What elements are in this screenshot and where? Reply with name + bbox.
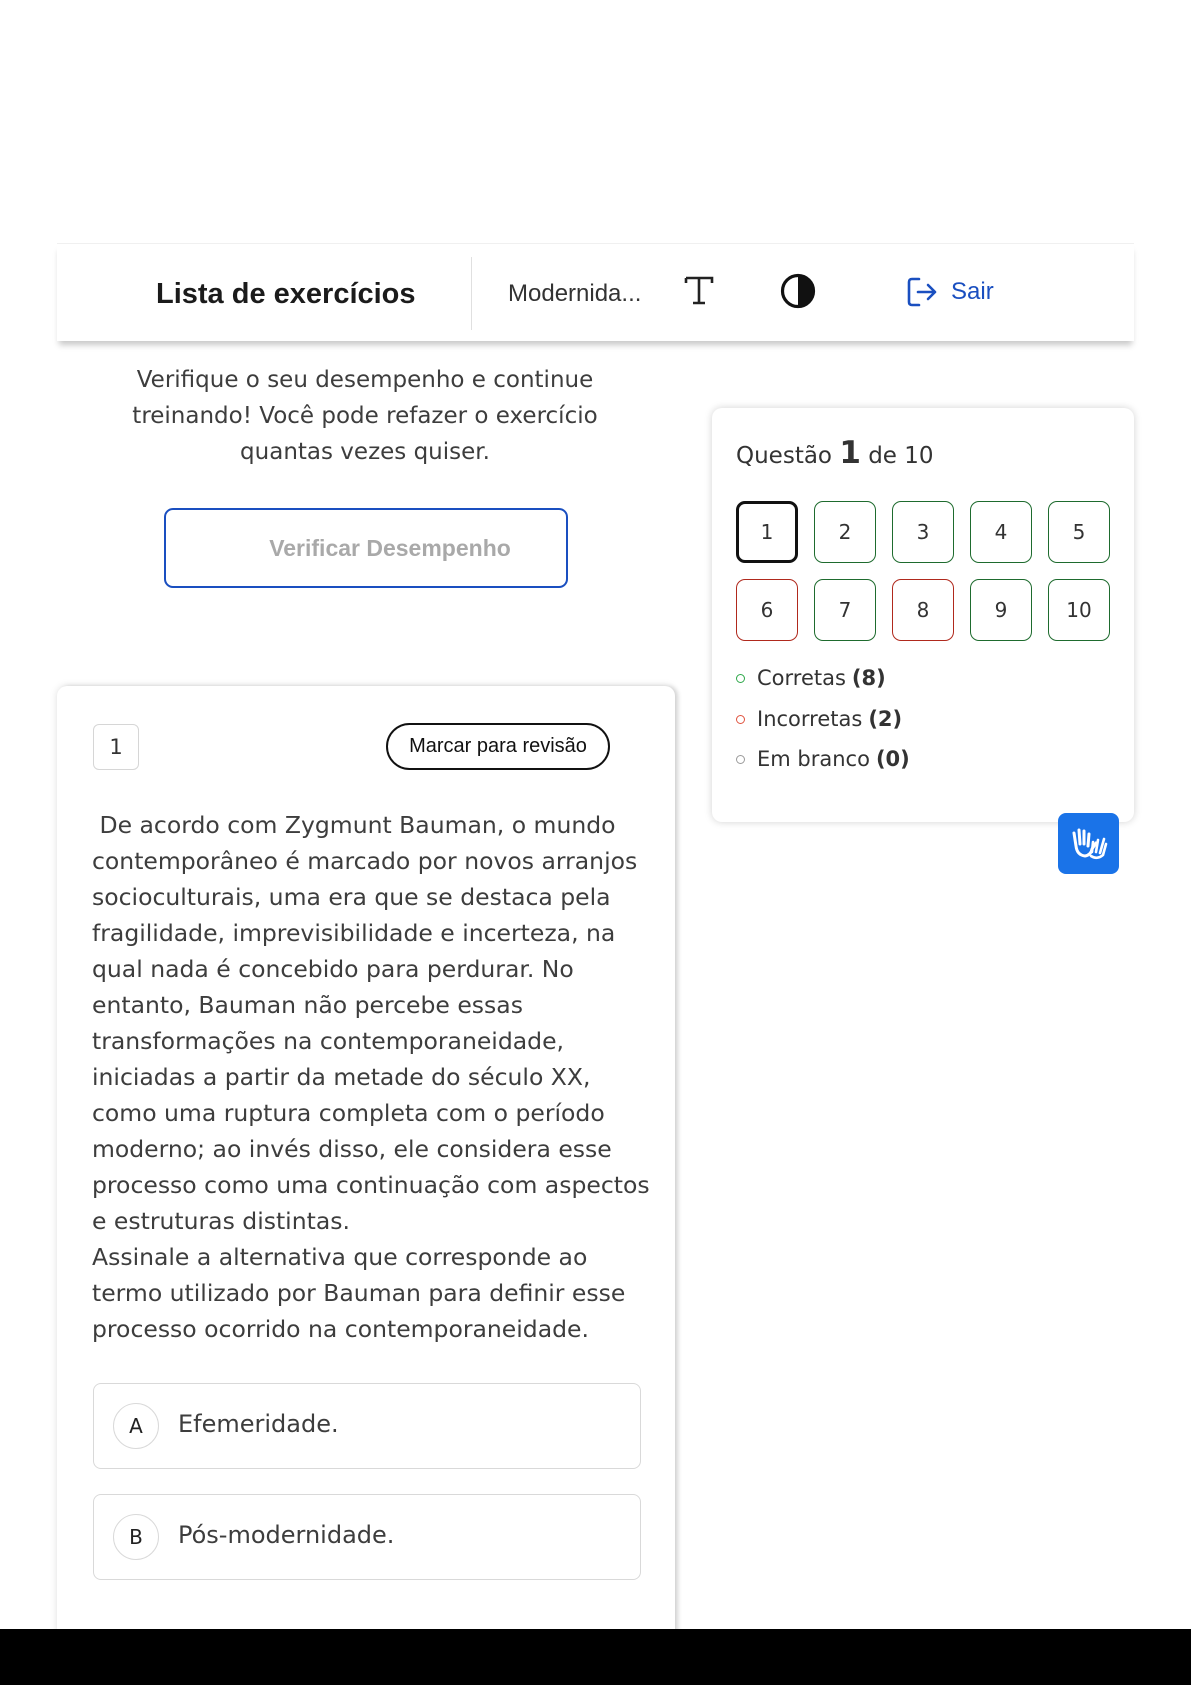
navigator-heading xyxy=(736,435,934,471)
alternative-letter: B xyxy=(113,1514,159,1560)
libras-accessibility-button[interactable] xyxy=(1058,813,1119,874)
question-button-3[interactable]: 3 xyxy=(892,501,954,563)
alternative-letter: A xyxy=(113,1403,159,1449)
sign-language-hands-icon xyxy=(1067,822,1111,866)
header-divider xyxy=(471,257,472,330)
question-button-10[interactable]: 10 xyxy=(1048,579,1110,641)
question-button-1[interactable]: 1 xyxy=(736,501,798,563)
logout-label: Sair xyxy=(951,278,994,305)
question-button-9[interactable]: 9 xyxy=(970,579,1032,641)
legend-label: Incorretas xyxy=(757,707,863,731)
alternative-b[interactable] xyxy=(93,1494,641,1580)
legend-label: Em branco xyxy=(757,747,870,771)
bottom-bar xyxy=(0,1629,1191,1685)
blank-dot-icon xyxy=(736,755,745,764)
navigator-prefix: Questão xyxy=(736,443,832,469)
legend-correct xyxy=(736,666,886,690)
logout-button[interactable] xyxy=(905,272,994,312)
alternative-text: Pós-modernidade. xyxy=(178,1521,395,1549)
legend-count: (8) xyxy=(851,666,886,690)
question-button-2[interactable]: 2 xyxy=(814,501,876,563)
font-size-button[interactable] xyxy=(681,272,717,308)
mark-for-review-button[interactable]: Marcar para revisão xyxy=(386,723,610,770)
legend-label: Corretas xyxy=(757,666,846,690)
top-header xyxy=(57,243,1134,341)
correct-dot-icon xyxy=(736,674,745,683)
question-text: De acordo com Zygmunt Bauman, o mundo contemporâneo é marcado por novos arranjos socioculturais, uma era que se destaca pela fragilidade, imprevisibilidade e incerteza, na qual nada é concebido para perdurar. No entanto, Bauman não percebe essas transformações na contemporaneidade, iniciadas a partir da metade do século XX, como uma ruptura completa com o período moderno; ao invés disso, ele considera esse processo como uma continuação com aspectos e estruturas distintas. Assinale a alternativa que corresponde ao termo utilizado por Bauman para definir esse processo ocorrido na contemporaneidade. xyxy=(92,811,650,1343)
alternative-a[interactable] xyxy=(93,1383,641,1469)
contrast-button[interactable] xyxy=(779,272,817,310)
legend-count: (0) xyxy=(875,747,910,771)
navigator-total: de 10 xyxy=(868,443,934,469)
logout-icon xyxy=(905,275,939,309)
question-button-6[interactable]: 6 xyxy=(736,579,798,641)
question-button-7[interactable]: 7 xyxy=(814,579,876,641)
intro-message: Verifique o seu desempenho e continue treinando! Você pode refazer o exercício quantas vezes quiser. xyxy=(132,367,598,465)
page-title: Lista de exercícios xyxy=(156,278,416,310)
legend-incorrect xyxy=(736,707,902,731)
incorrect-dot-icon xyxy=(736,715,745,724)
font-size-icon xyxy=(681,272,717,308)
question-card xyxy=(57,686,675,1646)
verify-performance-button[interactable]: Verificar Desempenho xyxy=(164,508,568,588)
question-button-4[interactable]: 4 xyxy=(970,501,1032,563)
contrast-icon xyxy=(779,272,817,310)
legend-count: (2) xyxy=(868,707,903,731)
alternative-text: Efemeridade. xyxy=(178,1410,339,1438)
question-navigator xyxy=(712,408,1134,822)
legend-blank xyxy=(736,747,910,771)
question-button-8[interactable]: 8 xyxy=(892,579,954,641)
question-number: 1 xyxy=(93,724,139,770)
question-button-5[interactable]: 5 xyxy=(1048,501,1110,563)
current-question-number: 1 xyxy=(839,435,861,471)
subject-title[interactable]: Modernida... xyxy=(508,280,642,307)
